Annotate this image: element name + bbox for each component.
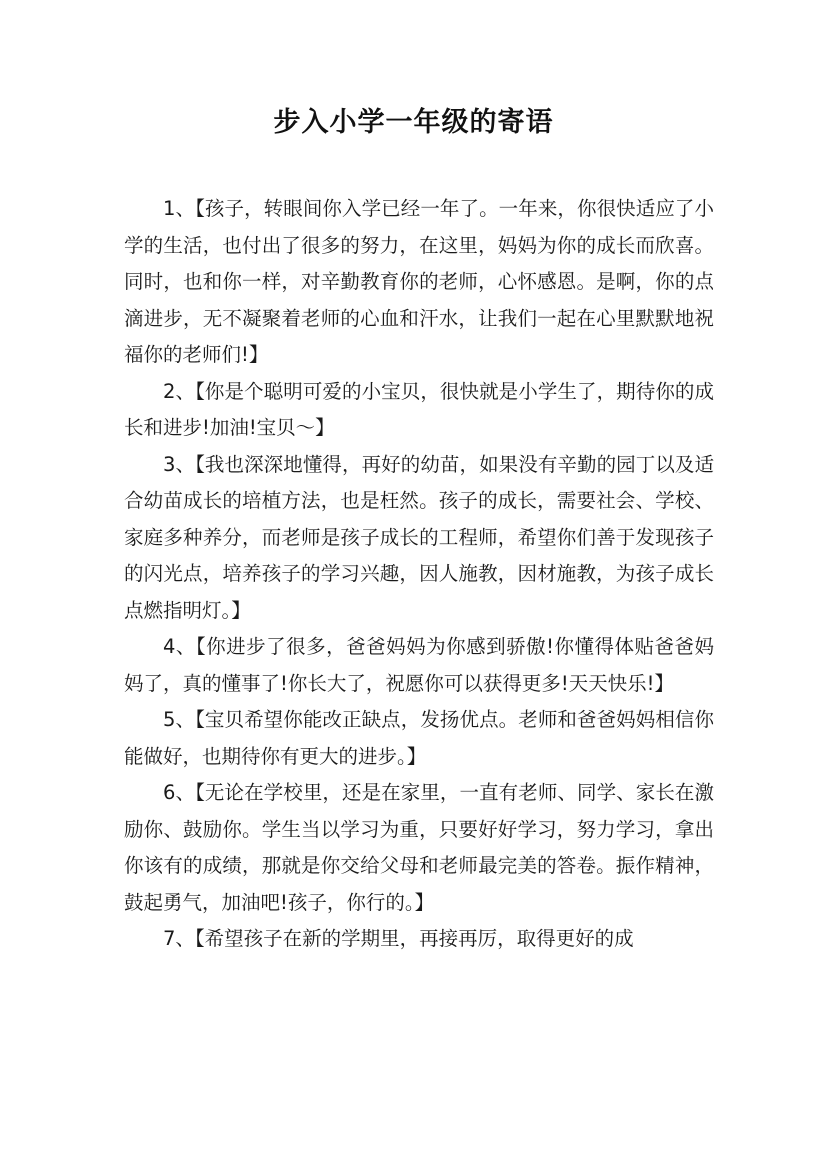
paragraph-4: 4、【你进步了很多，爸爸妈妈为你感到骄傲!你懂得体贴爸爸妈妈了，真的懂事了!你长大了，祝愿你可以获得更多!天天快乐!】 — [124, 635, 714, 695]
paragraph-1: 1、【孩子，转眼间你入学已经一年了。一年来，你很快适应了小学的生活，也付出了很多的努力，在这里，妈妈为你的成长而欣喜。同时，也和你一样，对辛勤教育你的老师，心怀感恩。是啊，你的点滴进步，无不凝聚着老师的心血和汗水，让我们一起在心里默默地祝福你的老师们!】 — [124, 197, 714, 366]
paragraph-5: 5、【宝贝希望你能改正缺点，发扬优点。老师和爸爸妈妈相信你能做好，也期待你有更大的进步。】 — [124, 708, 714, 768]
paragraph-7: 7、【希望孩子在新的学期里，再接再厉，取得更好的成 — [163, 927, 634, 950]
document-body — [124, 191, 714, 958]
paragraph-3: 3、【我也深深地懂得，再好的幼苗，如果没有辛勤的园丁以及适合幼苗成长的培植方法，也是枉然。孩子的成长，需要社会、学校、家庭多种养分，而老师是孩子成长的工程师，希望你们善于发现孩子的闪光点，培养孩子的学习兴趣，因人施教，因材施教，为孩子成长点燃指明灯。】 — [124, 452, 714, 622]
document-title: 步入小学一年级的寄语 — [273, 107, 554, 138]
paragraph-2: 2、【你是个聪明可爱的小宝贝，很快就是小学生了，期待你的成长和进步!加油!宝贝～】 — [124, 379, 714, 439]
paragraph-6: 6、【无论在学校里，还是在家里，一直有老师、同学、家长在激励你、鼓励你。学生当以学习为重，只要好好学习，努力学习，拿出你该有的成绩，那就是你交给父母和老师最完美的答卷。振作精神，鼓起勇气，加油吧!孩子，你行的。】 — [124, 781, 714, 914]
